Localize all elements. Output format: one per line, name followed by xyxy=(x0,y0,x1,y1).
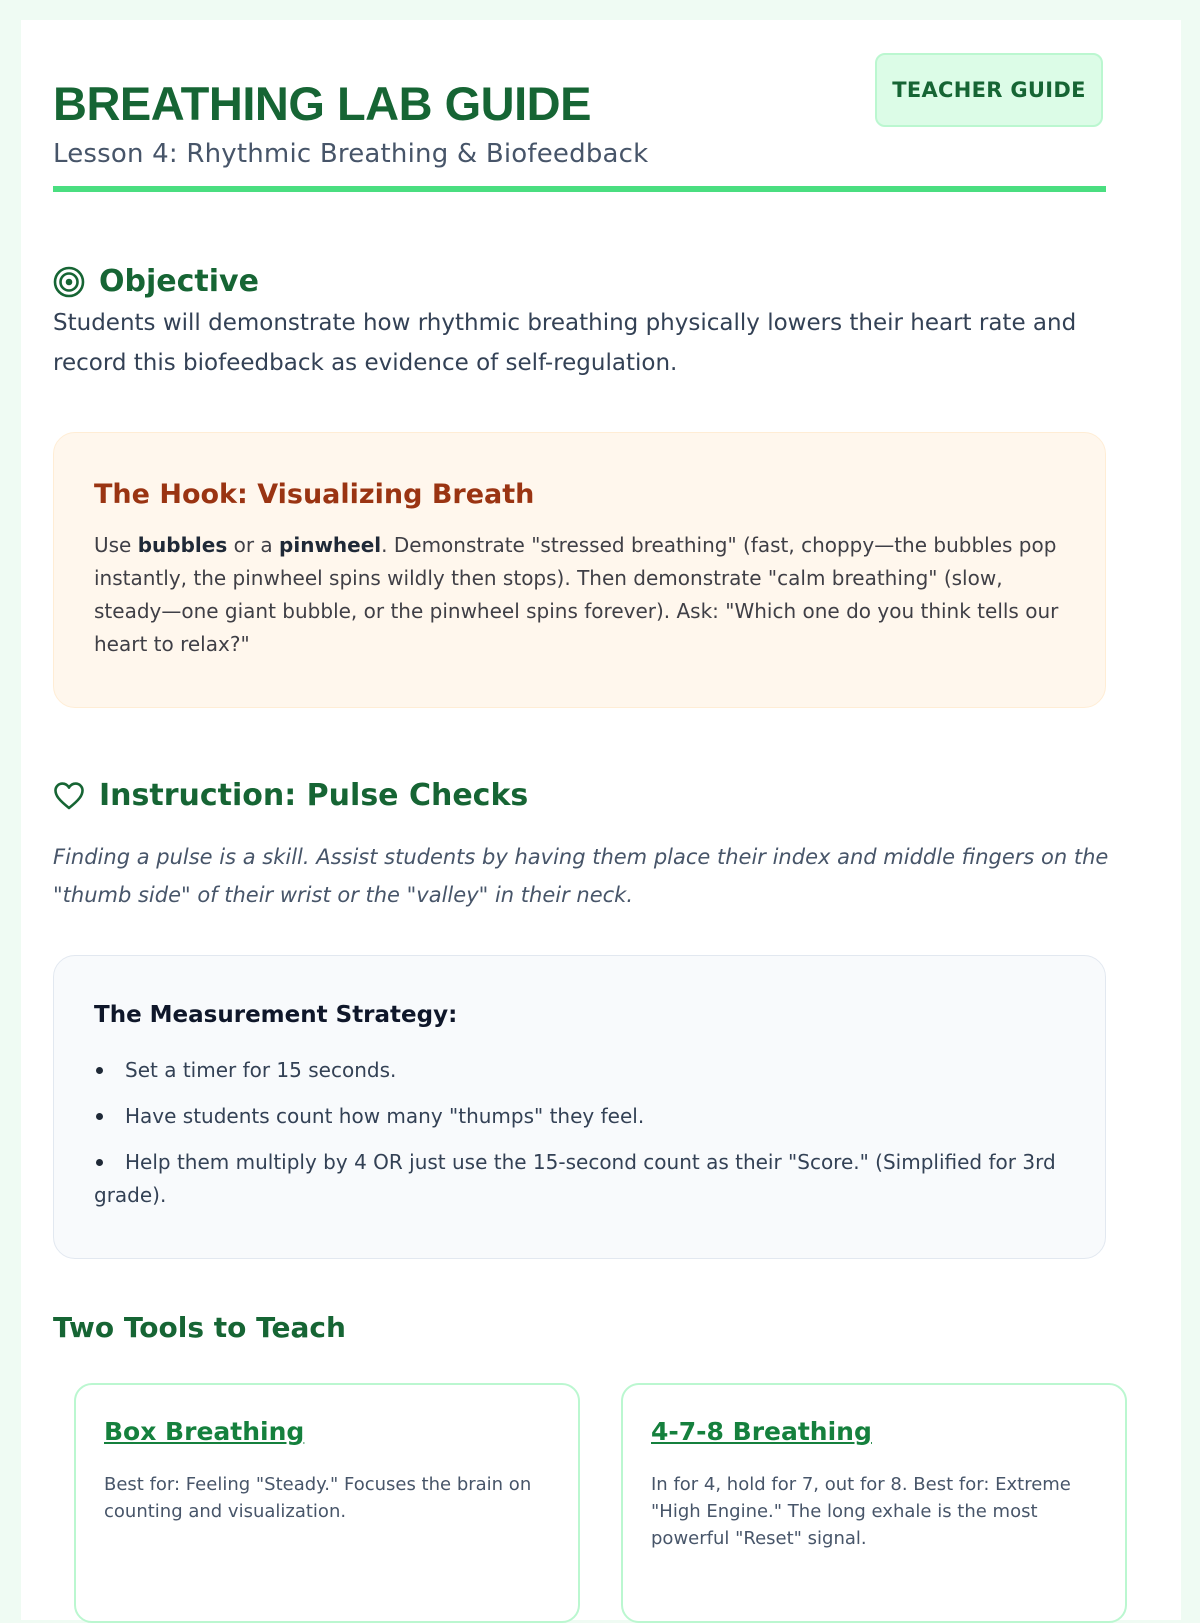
478-breathing-link[interactable]: 4-7-8 Breathing xyxy=(651,1417,872,1446)
heart-icon xyxy=(53,781,85,811)
list-item: Have students count how many "thumps" they feel. xyxy=(94,1100,1065,1133)
strategy-list xyxy=(94,1054,1065,1212)
hook-callout xyxy=(53,432,1106,708)
strategy-heading: The Measurement Strategy: xyxy=(94,1002,458,1028)
pulse-note: Finding a pulse is a skill. Assist students by having them place their index and middle fingers on the "thumb side" of their wrist or the "valley" in their neck. xyxy=(53,845,1109,907)
page-title: BREATHING LAB GUIDE xyxy=(53,77,591,130)
hook-heading: The Hook: Visualizing Breath xyxy=(94,479,535,510)
tools-heading: Two Tools to Teach xyxy=(53,1311,346,1344)
hook-bold-bubbles: bubbles xyxy=(137,533,228,557)
objective-heading xyxy=(53,262,259,302)
hook-text: Use bubbles or a pinwheel. Demonstrate "stressed breathing" (fast, choppy—the bubbles pop instantly, the pinwheel spins wildly then stops). Then demonstrate "calm breathing" (slow, steady—one giant bubble, or the pinwheel spins forever). Ask: "Which one do you think tells our heart to relax?" xyxy=(94,533,1059,656)
tool-card-478-breathing xyxy=(621,1383,1127,1623)
target-icon xyxy=(53,266,85,298)
tool-card-text: In for 4, hold for 7, out for 8. Best for: Extreme "High Engine." The long exhale is the most powerful "Reset" signal. xyxy=(651,1474,1071,1549)
header-divider xyxy=(53,186,1106,192)
measurement-strategy-box xyxy=(53,955,1106,1259)
tool-card-box-breathing xyxy=(74,1383,580,1623)
teacher-guide-badge: TEACHER GUIDE xyxy=(875,53,1103,127)
instruction-heading-label: Instruction: Pulse Checks xyxy=(99,778,529,813)
page-subtitle: Lesson 4: Rhythmic Breathing & Biofeedback xyxy=(53,139,649,169)
objective-heading-label: Objective xyxy=(99,264,259,299)
page-background xyxy=(21,20,1181,1620)
box-breathing-link[interactable]: Box Breathing xyxy=(104,1417,305,1446)
tool-card-text: Best for: Feeling "Steady." Focuses the brain on counting and visualization. xyxy=(104,1474,532,1522)
objective-text: Students will demonstrate how rhythmic breathing physically lowers their heart rate and record this biofeedback as evidence of self-regulation. xyxy=(53,310,1077,376)
list-item: Help them multiply by 4 OR just use the 15-second count as their "Score." (Simplified for 3rd grade). xyxy=(94,1150,1056,1207)
instruction-heading xyxy=(53,776,528,816)
hook-bold-pinwheel: pinwheel xyxy=(279,533,382,557)
list-item: Set a timer for 15 seconds. xyxy=(94,1054,1065,1087)
